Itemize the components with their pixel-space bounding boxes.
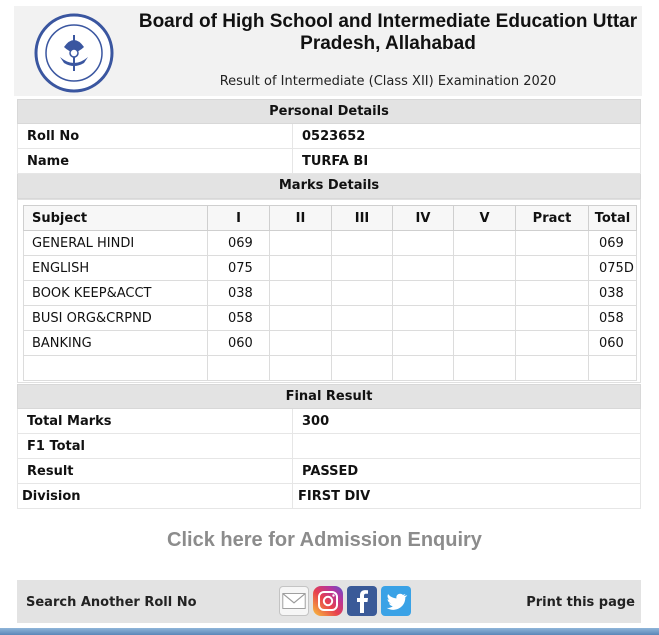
marks-table-container <box>17 199 641 383</box>
marks-cell <box>516 231 589 256</box>
name-label: Name <box>27 154 70 169</box>
facebook-icon[interactable] <box>347 586 377 616</box>
admission-enquiry-link[interactable]: Click here for Admission Enquiry <box>167 529 482 551</box>
result-row <box>17 459 641 484</box>
roll-no-label: Roll No <box>27 129 80 144</box>
twitter-icon[interactable] <box>381 586 411 616</box>
division-row <box>17 484 641 509</box>
marks-cell <box>270 281 332 306</box>
marks-cell <box>454 306 516 331</box>
marks-cell <box>516 281 589 306</box>
marks-cell: 069 <box>208 231 270 256</box>
table-row <box>24 331 637 356</box>
table-row <box>24 281 637 306</box>
total-cell: 069 <box>589 231 637 256</box>
marks-cell <box>454 256 516 281</box>
marks-cell <box>393 356 454 381</box>
table-row-empty <box>24 356 637 381</box>
col-paper-2: II <box>270 206 332 231</box>
marks-cell <box>454 231 516 256</box>
division-label: Division <box>22 489 81 504</box>
instagram-icon[interactable] <box>313 586 343 616</box>
personal-details-section <box>17 99 641 199</box>
marks-cell <box>393 256 454 281</box>
window-bottom-edge <box>0 628 659 635</box>
marks-cell: 058 <box>208 306 270 331</box>
name-row <box>17 149 641 174</box>
result-label: Result <box>27 464 74 479</box>
table-row <box>24 256 637 281</box>
marks-cell: 075 <box>208 256 270 281</box>
marks-cell <box>516 256 589 281</box>
marks-cell <box>332 281 393 306</box>
marks-table <box>23 205 637 381</box>
marks-cell <box>454 281 516 306</box>
marks-cell <box>393 306 454 331</box>
col-paper-3: III <box>332 206 393 231</box>
result-value: PASSED <box>302 464 359 479</box>
subject-cell <box>24 356 208 381</box>
subject-cell: BANKING <box>24 331 208 356</box>
marks-cell <box>332 331 393 356</box>
col-paper-4: IV <box>393 206 454 231</box>
page-header <box>14 6 642 96</box>
marks-details-heading: Marks Details <box>17 174 641 199</box>
total-marks-value: 300 <box>302 414 330 429</box>
marks-cell: 060 <box>208 331 270 356</box>
marks-cell <box>332 231 393 256</box>
marks-cell <box>393 331 454 356</box>
search-another-roll-link[interactable]: Search Another Roll No <box>26 595 197 610</box>
division-value: FIRST DIV <box>298 489 371 504</box>
marks-cell <box>270 231 332 256</box>
footer-bar <box>17 580 641 623</box>
print-page-link[interactable]: Print this page <box>526 595 635 610</box>
col-total: Total <box>589 206 637 231</box>
board-title <box>138 11 638 55</box>
subject-cell: GENERAL HINDI <box>24 231 208 256</box>
marks-cell <box>516 356 589 381</box>
marks-cell <box>516 306 589 331</box>
marks-cell <box>208 356 270 381</box>
col-paper-1: I <box>208 206 270 231</box>
total-cell: 038 <box>589 281 637 306</box>
marks-cell: 038 <box>208 281 270 306</box>
name-value: TURFA BI <box>302 154 369 169</box>
marks-cell <box>270 256 332 281</box>
f1-total-label: F1 Total <box>27 439 85 454</box>
final-result-section <box>17 384 641 509</box>
up-government-seal-logo <box>34 13 114 93</box>
marks-cell <box>393 231 454 256</box>
col-paper-5: V <box>454 206 516 231</box>
table-row <box>24 231 637 256</box>
marks-header-row <box>24 206 637 231</box>
marks-cell <box>270 306 332 331</box>
marks-cell <box>332 306 393 331</box>
subject-cell: BUSI ORG&CRPND <box>24 306 208 331</box>
board-title-line1: Board of High School and Intermediate Education Uttar <box>138 11 638 32</box>
total-marks-row <box>17 409 641 434</box>
roll-no-value: 0523652 <box>302 129 366 144</box>
marks-cell <box>454 331 516 356</box>
personal-details-heading: Personal Details <box>17 99 641 124</box>
mail-icon[interactable] <box>279 586 309 616</box>
col-practical: Pract <box>516 206 589 231</box>
marks-cell <box>454 356 516 381</box>
marks-cell <box>332 356 393 381</box>
total-cell <box>589 356 637 381</box>
total-marks-label: Total Marks <box>27 414 112 429</box>
marks-cell <box>516 331 589 356</box>
roll-no-row <box>17 124 641 149</box>
total-cell: 058 <box>589 306 637 331</box>
total-cell: 075D <box>589 256 637 281</box>
f1-total-row <box>17 434 641 459</box>
subject-cell: ENGLISH <box>24 256 208 281</box>
marks-cell <box>332 256 393 281</box>
table-row <box>24 306 637 331</box>
board-title-line2: Pradesh, Allahabad <box>300 33 476 54</box>
total-cell: 060 <box>589 331 637 356</box>
col-subject: Subject <box>24 206 208 231</box>
marks-cell <box>270 356 332 381</box>
marks-cell <box>270 331 332 356</box>
subject-cell: BOOK KEEP&ACCT <box>24 281 208 306</box>
exam-title: Result of Intermediate (Class XII) Examination 2020 <box>219 74 557 89</box>
final-result-heading: Final Result <box>17 384 641 409</box>
marks-cell <box>393 281 454 306</box>
